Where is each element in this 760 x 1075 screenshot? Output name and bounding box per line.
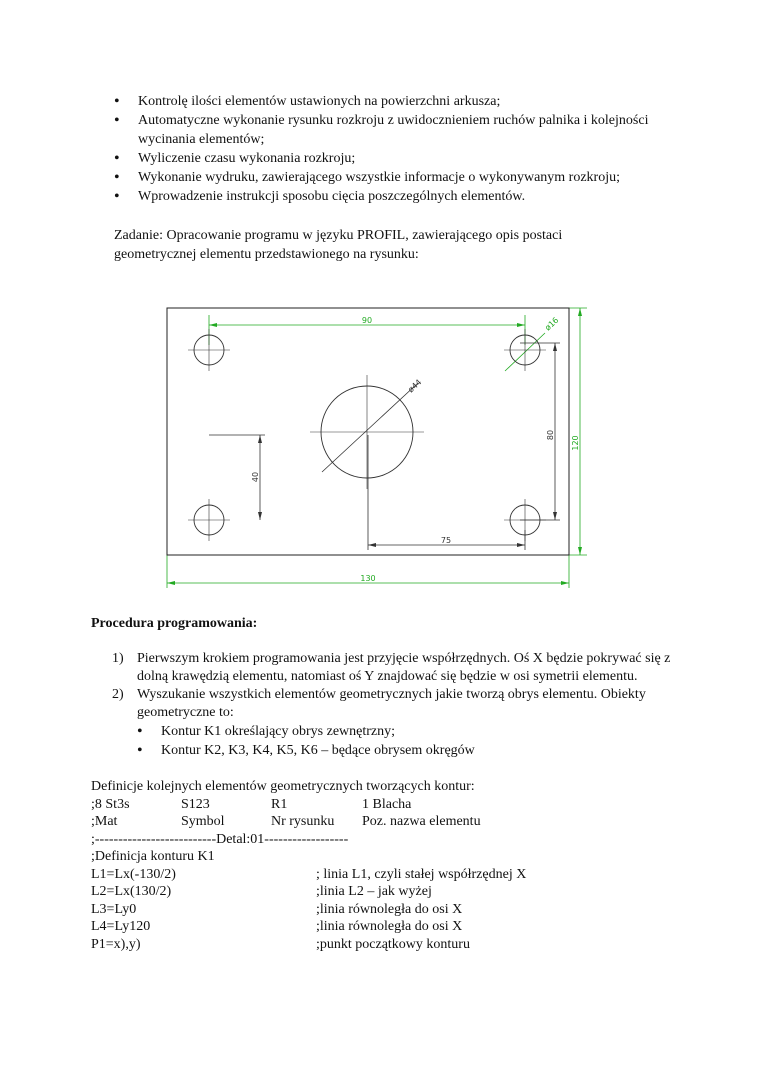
label-cell: ;Mat <box>91 814 118 829</box>
feature-item: • Wprowadzenie instrukcji sposobu cięcia poszczególnych elementów. <box>114 187 674 206</box>
procedure-steps <box>112 650 672 760</box>
comment: ;linia L2 – jak wyżej <box>316 884 432 899</box>
statement: L1=Lx(-130/2) <box>91 866 176 882</box>
listing-line <box>91 901 691 919</box>
construction-arrows <box>258 343 557 547</box>
header-cell: ;8 St3s <box>91 796 130 812</box>
procedure-step <box>112 650 672 686</box>
step-number: 1) <box>112 651 124 666</box>
statement: P1=x),y) <box>91 936 141 952</box>
listing-line <box>91 918 691 936</box>
listing-line <box>91 936 691 954</box>
procedure-step <box>112 686 672 760</box>
dim-small-diameter-label: ø16 <box>543 315 561 333</box>
statement: L4=Ly120 <box>91 919 151 934</box>
comment: ;punkt początkowy konturu <box>316 936 470 952</box>
listing-line <box>91 866 691 884</box>
statement: L3=Ly0 <box>91 901 137 917</box>
listing-header-row <box>91 796 691 814</box>
comment: ; linia L1, czyli stałej współrzędnej X <box>316 866 527 882</box>
header-cell: S123 <box>181 796 210 812</box>
listing-intro: Definicje kolejnych elementów geometrycznych tworzących kontur: <box>91 779 475 794</box>
listing-separator: ;--------------------------Detal:01------------------ <box>91 831 349 847</box>
comment: ;linia równoległa do osi X <box>316 919 463 934</box>
task-paragraph <box>114 226 634 264</box>
dim-left-label: 40 <box>251 471 260 483</box>
header-cell: 1 Blacha <box>362 796 412 812</box>
program-listing <box>91 778 691 953</box>
step-text: Pierwszym krokiem programowania jest przyjęcie współrzędnych. Oś X będzie pokrywać się z dolną krawędzią elementu, natomiast oś Y znajdować się będzie w osi symetrii elementu. <box>137 651 671 684</box>
label-cell: Nr rysunku <box>271 814 335 829</box>
feature-list <box>114 92 674 206</box>
task-line: Zadanie: Opracowanie programu w języku PROFIL, zawierającego opis postaci <box>114 228 563 243</box>
geometry-object-item: • Kontur K2, K3, K4, K5, K6 – będące obrysem okręgów <box>137 741 672 760</box>
header-cell: R1 <box>271 796 288 812</box>
dim-large-diameter-label: ø44 <box>406 377 424 395</box>
feature-item: • Kontrolę ilości elementów ustawionych na powierzchni arkusza; <box>114 92 674 111</box>
construction-lines <box>209 343 560 550</box>
dim-bottom-inner-label: 75 <box>440 536 452 545</box>
listing-label-row <box>91 813 691 831</box>
dim-top-label: 90 <box>361 316 373 325</box>
listing-definition-label: ;Definicja konturu K1 <box>91 849 215 864</box>
dim-right-outer-label: 120 <box>571 435 580 451</box>
step-number: 2) <box>112 687 124 702</box>
feature-item: • Wyliczenie czasu wykonania rozkroju; <box>114 149 674 168</box>
step-text: Wyszukanie wszystkich elementów geometrycznych jakie tworzą obrys elementu. Obiekty geometryczne to: <box>137 687 646 720</box>
statement: L2=Lx(130/2) <box>91 884 172 899</box>
geometry-object-item: • Kontur K1 określający obrys zewnętrzny; <box>137 722 672 741</box>
comment: ;linia równoległa do osi X <box>316 901 463 917</box>
dim-bottom-outer-label: 130 <box>360 574 376 583</box>
dim-right-inner-label: 80 <box>546 429 555 441</box>
task-line: geometrycznej elementu przedstawionego na rysunku: <box>114 247 419 262</box>
technical-drawing <box>160 305 590 590</box>
procedure-heading: Procedura programowania: <box>91 616 258 631</box>
feature-item: • Wykonanie wydruku, zawierającego wszystkie informacje o wykonywanym rozkroju; <box>114 168 674 187</box>
geometry-objects-list <box>137 722 672 760</box>
feature-item: • Automatyczne wykonanie rysunku rozkroju z uwidocznieniem ruchów palnika i kolejności wycinania elementów; <box>114 111 674 149</box>
label-cell: Symbol <box>181 814 225 829</box>
label-cell: Poz. nazwa elementu <box>362 814 481 829</box>
dimension-labels <box>251 316 580 583</box>
listing-line <box>91 883 691 901</box>
